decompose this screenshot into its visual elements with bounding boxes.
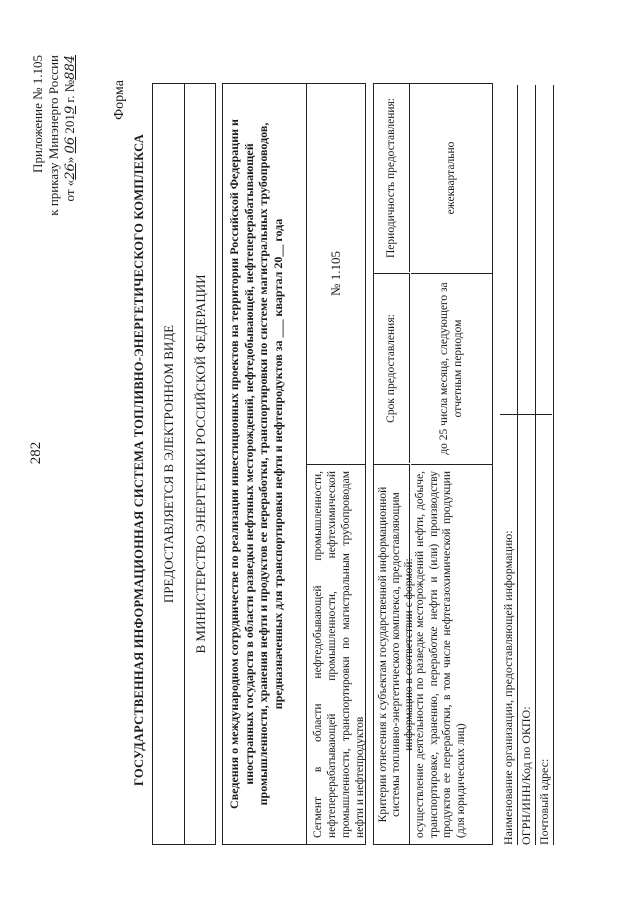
submission-line-2: В МИНИСТЕРСТВО ЭНЕРГЕТИКИ РОССИЙСКОЙ ФЕДЕРАЦИИ xyxy=(184,84,216,844)
submission-line-1: ПРЕДОСТАВЛЯЕТСЯ В ЭЛЕКТРОННОМ ВИДЕ xyxy=(160,324,176,604)
report-box xyxy=(222,83,366,845)
submission-box xyxy=(152,83,216,845)
org-ogrn-label: ОГРН/ИНН/Код по ОКПО: xyxy=(518,85,536,845)
criteria-header: Критерии отнесения к субъектам государственной информационной системы топливно-энергетического комплекса, предоставляющим информацию в соответствии с формой: xyxy=(374,464,410,844)
page-number: 282 xyxy=(28,441,44,465)
form-number: № 1.105 xyxy=(328,251,343,296)
date-month: 06 xyxy=(63,136,78,154)
org-address-label: Почтовый адрес: xyxy=(536,85,554,845)
deadline-header: Срок предоставления: xyxy=(374,273,410,463)
deadline-value: до 25 числа месяца, следующего за отчетным периодом xyxy=(411,273,492,463)
date-num-prefix: г. № xyxy=(62,79,77,106)
criteria-table xyxy=(373,83,493,845)
date-prefix: от « xyxy=(62,179,77,202)
org-name-label: Наименование организации, предоставляющей информацию: xyxy=(500,85,518,845)
organization-block xyxy=(500,85,554,845)
date-day: 26 xyxy=(63,163,78,180)
org-divider xyxy=(500,414,552,415)
periodicity-header: Периодичность предоставления: xyxy=(374,84,410,272)
appendix-title: Приложение № 1.105 xyxy=(30,55,45,173)
periodicity-value: ежеквартально xyxy=(444,141,457,215)
criteria-body: осуществление деятельности по разведке месторождений нефти, добыче, транспортировке, хранению, переработке нефти и (или) производству продуктов ее переработки, в том числе нефтегазохимической продукции (для юридических лиц) xyxy=(411,464,492,844)
date-year-prefix: 201 xyxy=(62,114,77,134)
report-title: Сведения о международном сотрудничестве по реализации инвестиционных проектов на территории Российской Федерации и иностранных государств в области разведки нефтяных месторождений, нефтедобывающей, нефтеперерабатывающей промышленности, хранения нефти и продуктов ее переработки, транспортировки по системе магистральных трубопроводов, предназначенных для транспортировки нефти и нефтепродуктов за ___ квартал 20__ года xyxy=(223,84,307,844)
date-mid: » xyxy=(62,156,77,164)
appendix-order-ref: к приказу Минэнерго России xyxy=(46,55,61,216)
order-number: 884 xyxy=(63,55,78,80)
segment-cell: Сегмент в области нефтедобывающей промышленности, нефтеперерабатывающей промышленности, нефтехимической промышленности, транспортировки по магистральным трубопроводам нефти и нефтепродуктов xyxy=(307,464,365,844)
main-title: ГОСУДАРСТВЕННАЯ ИНФОРМАЦИОННАЯ СИСТЕМА ТОПЛИВНО-ЭНЕРГЕТИЧЕСКОГО КОМПЛЕКСА xyxy=(132,134,146,786)
form-label: Форма xyxy=(112,80,127,120)
date-year-digit: 9 xyxy=(63,105,78,115)
appendix-date-line xyxy=(62,55,79,275)
appendix-header xyxy=(30,55,79,275)
